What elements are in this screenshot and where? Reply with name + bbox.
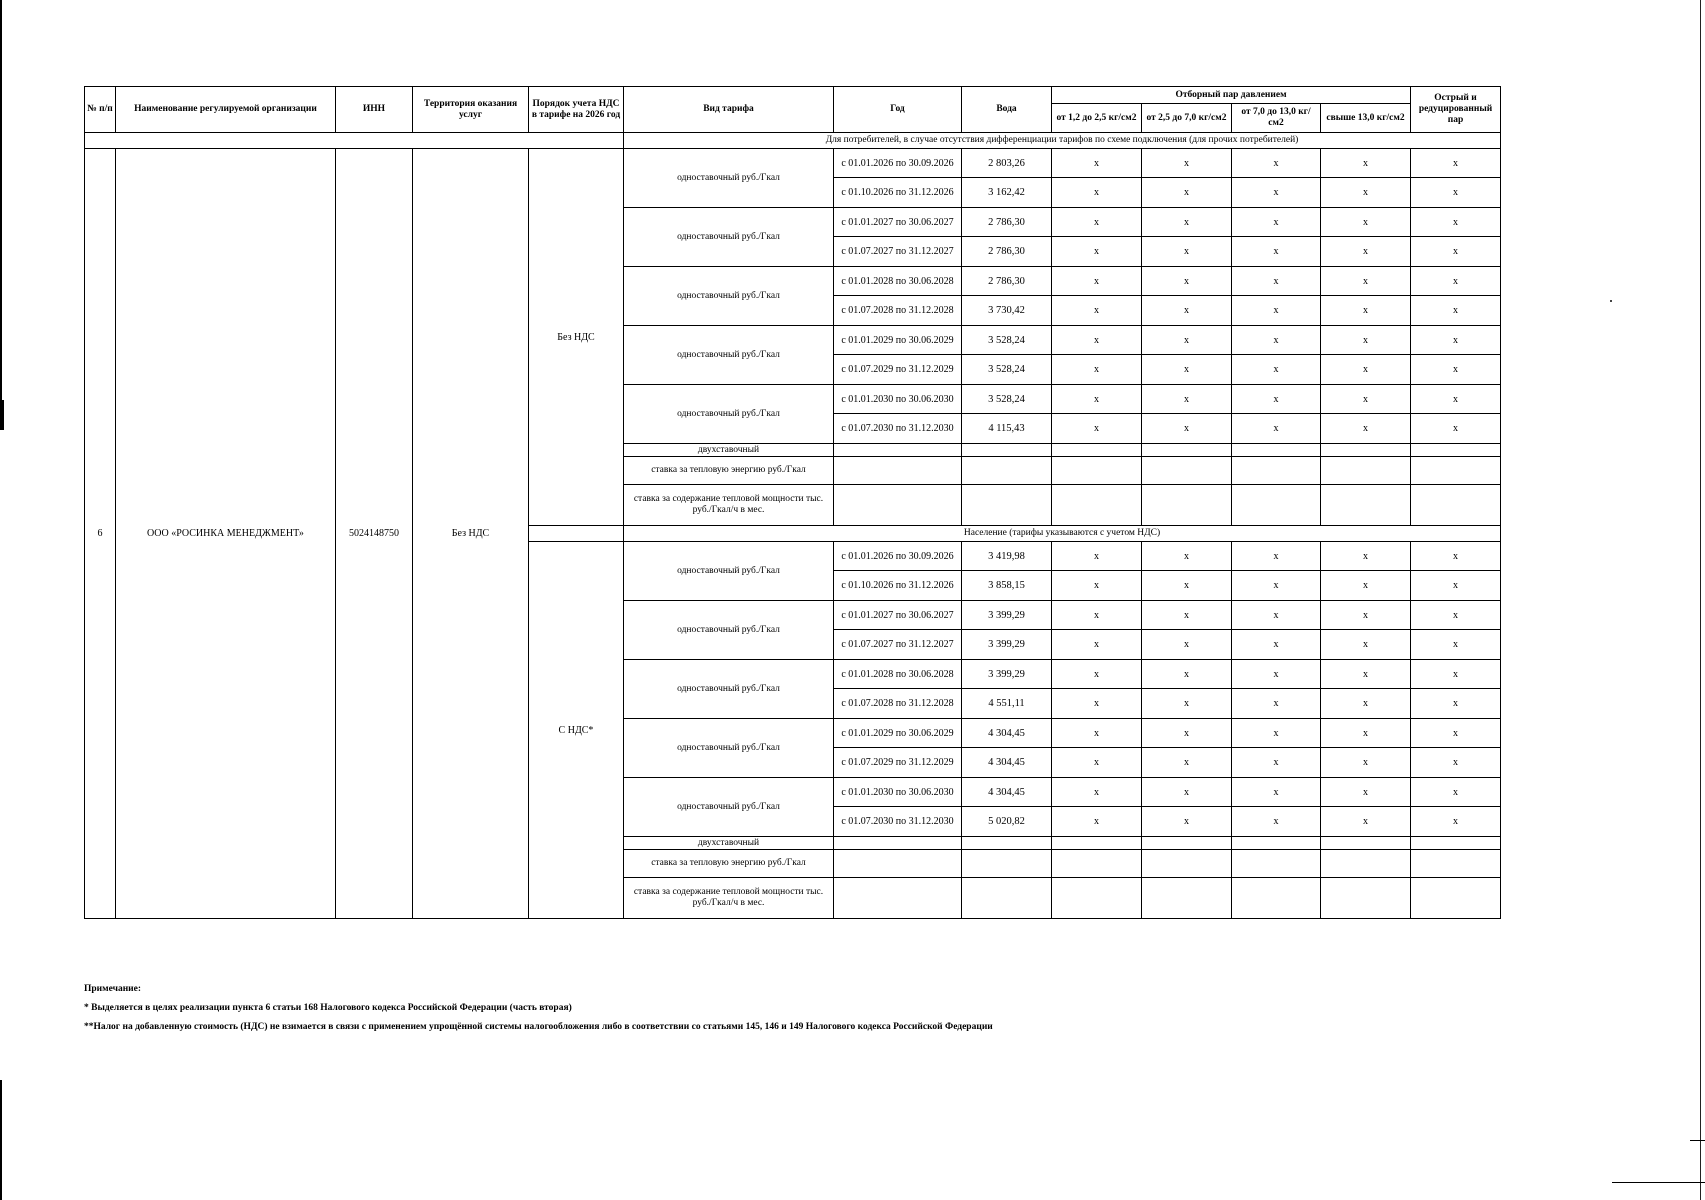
x-mark-cell: x — [1052, 778, 1142, 807]
x-mark-cell: x — [1142, 571, 1232, 601]
x-mark-cell: x — [1411, 296, 1501, 326]
water-value-cell: 2 786,30 — [962, 208, 1052, 237]
empty-cell — [1052, 837, 1142, 850]
x-mark-cell: x — [1411, 689, 1501, 719]
header-steam-2: от 2,5 до 7,0 кг/см2 — [1142, 104, 1232, 133]
x-mark-cell: x — [1142, 149, 1232, 178]
period-cell: с 01.07.2029 по 31.12.2029 — [834, 355, 962, 385]
x-mark-cell: x — [1232, 778, 1321, 807]
period-cell: с 01.07.2029 по 31.12.2029 — [834, 748, 962, 778]
heat-rate-label: ставка за тепловую энергию руб./Гкал — [624, 850, 834, 878]
scan-edge-mark — [0, 400, 4, 430]
x-mark-cell: x — [1232, 748, 1321, 778]
empty-cell — [962, 850, 1052, 878]
x-mark-cell: x — [1411, 237, 1501, 267]
vat-order-cell: С НДС* — [529, 542, 624, 919]
empty-cell — [1321, 837, 1411, 850]
x-mark-cell: x — [1142, 237, 1232, 267]
header-steam-group: Отборный пар давлением — [1052, 87, 1411, 104]
water-value-cell: 5 020,82 — [962, 807, 1052, 837]
period-cell: с 01.01.2030 по 30.06.2030 — [834, 385, 962, 414]
notes — [84, 980, 993, 1037]
tariff-kind-cell: одноставочный руб./Гкал — [624, 267, 834, 326]
x-mark-cell: x — [1052, 296, 1142, 326]
empty-cell — [1321, 457, 1411, 485]
x-mark-cell: x — [1321, 414, 1411, 444]
empty-cell — [1232, 444, 1321, 457]
x-mark-cell: x — [1411, 414, 1501, 444]
empty-cell — [1232, 850, 1321, 878]
x-mark-cell: x — [1052, 807, 1142, 837]
capacity-rate-label: ставка за содержание тепловой мощности тыс. руб./Гкал/ч в мес. — [624, 878, 834, 919]
tariff-kind-cell: одноставочный руб./Гкал — [624, 778, 834, 837]
x-mark-cell: x — [1321, 296, 1411, 326]
period-cell: с 01.01.2026 по 30.09.2026 — [834, 149, 962, 178]
x-mark-cell: x — [1232, 208, 1321, 237]
empty-cell — [1142, 444, 1232, 457]
empty-cell — [1321, 878, 1411, 919]
water-value-cell: 3 730,42 — [962, 296, 1052, 326]
x-mark-cell: x — [1052, 630, 1142, 660]
x-mark-cell: x — [1232, 542, 1321, 571]
x-mark-cell: x — [1142, 748, 1232, 778]
scan-corner-line — [1690, 1140, 1705, 1141]
x-mark-cell: x — [1052, 237, 1142, 267]
water-value-cell: 2 803,26 — [962, 149, 1052, 178]
water-value-cell: 3 399,29 — [962, 630, 1052, 660]
x-mark-cell: x — [1411, 542, 1501, 571]
two-part-label: двухставочный — [624, 444, 834, 457]
x-mark-cell: x — [1142, 385, 1232, 414]
x-mark-cell: x — [1321, 267, 1411, 296]
header-sharp-steam: Острый и редуцированный пар — [1411, 87, 1501, 133]
x-mark-cell: x — [1411, 571, 1501, 601]
x-mark-cell: x — [1321, 542, 1411, 571]
x-mark-cell: x — [1052, 660, 1142, 689]
x-mark-cell: x — [1232, 630, 1321, 660]
x-mark-cell: x — [1142, 178, 1232, 208]
x-mark-cell: x — [1232, 571, 1321, 601]
x-mark-cell: x — [1232, 385, 1321, 414]
note-1: * Выделяется в целях реализации пункта 6 статьи 168 Налогового кодекса Российской Федерации (часть вторая) — [84, 1003, 572, 1013]
x-mark-cell: x — [1052, 385, 1142, 414]
water-value-cell: 3 419,98 — [962, 542, 1052, 571]
x-mark-cell: x — [1142, 208, 1232, 237]
empty-cell — [1052, 850, 1142, 878]
header-steam-3: от 7,0 до 13,0 кг/см2 — [1232, 104, 1321, 133]
x-mark-cell: x — [1232, 719, 1321, 748]
x-mark-cell: x — [1321, 719, 1411, 748]
header-org: Наименование регулируемой организации — [116, 87, 336, 133]
x-mark-cell: x — [1321, 326, 1411, 355]
header-water: Вода — [962, 87, 1052, 133]
empty-cell — [1411, 444, 1501, 457]
empty-cell — [1232, 878, 1321, 919]
scan-edge-mark — [0, 0, 2, 420]
tariff-kind-cell: одноставочный руб./Гкал — [624, 660, 834, 719]
tariff-kind-cell: одноставочный руб./Гкал — [624, 385, 834, 444]
empty-cell — [1411, 485, 1501, 526]
x-mark-cell: x — [1411, 149, 1501, 178]
x-mark-cell: x — [1321, 178, 1411, 208]
x-mark-cell: x — [1142, 630, 1232, 660]
period-cell: с 01.10.2026 по 31.12.2026 — [834, 571, 962, 601]
empty-cell — [1052, 878, 1142, 919]
x-mark-cell: x — [1321, 237, 1411, 267]
x-mark-cell: x — [1142, 660, 1232, 689]
table-row — [85, 149, 1501, 178]
x-mark-cell: x — [1142, 689, 1232, 719]
header-num: № п/п — [85, 87, 116, 133]
x-mark-cell: x — [1052, 149, 1142, 178]
org-num: 6 — [85, 149, 116, 919]
tariff-kind-cell: одноставочный руб./Гкал — [624, 326, 834, 385]
x-mark-cell: x — [1052, 689, 1142, 719]
x-mark-cell: x — [1052, 414, 1142, 444]
period-cell: с 01.07.2027 по 31.12.2027 — [834, 237, 962, 267]
header-territory: Территория оказания услуг — [413, 87, 529, 133]
water-value-cell: 4 304,45 — [962, 748, 1052, 778]
water-value-cell: 3 162,42 — [962, 178, 1052, 208]
capacity-rate-label: ставка за содержание тепловой мощности тыс. руб./Гкал/ч в мес. — [624, 485, 834, 526]
x-mark-cell: x — [1142, 326, 1232, 355]
org-territory: Без НДС — [413, 149, 529, 919]
x-mark-cell: x — [1321, 660, 1411, 689]
water-value-cell: 4 304,45 — [962, 778, 1052, 807]
period-cell: с 01.10.2026 по 31.12.2026 — [834, 178, 962, 208]
period-cell: с 01.01.2026 по 30.09.2026 — [834, 542, 962, 571]
empty-cell — [1142, 457, 1232, 485]
x-mark-cell: x — [1411, 719, 1501, 748]
period-cell: с 01.07.2028 по 31.12.2028 — [834, 296, 962, 326]
section-population-title: Население (тарифы указываются с учетом НДС) — [624, 526, 1501, 542]
tariff-kind-cell: одноставочный руб./Гкал — [624, 208, 834, 267]
tariff-kind-cell: одноставочный руб./Гкал — [624, 719, 834, 778]
x-mark-cell: x — [1411, 208, 1501, 237]
x-mark-cell: x — [1232, 178, 1321, 208]
empty-cell — [1142, 850, 1232, 878]
water-value-cell: 2 786,30 — [962, 267, 1052, 296]
two-part-label: двухставочный — [624, 837, 834, 850]
tariff-kind-cell: одноставочный руб./Гкал — [624, 149, 834, 208]
water-value-cell: 2 786,30 — [962, 237, 1052, 267]
x-mark-cell: x — [1321, 208, 1411, 237]
empty-cell — [1232, 485, 1321, 526]
water-value-cell: 3 399,29 — [962, 601, 1052, 630]
x-mark-cell: x — [1142, 778, 1232, 807]
x-mark-cell: x — [1142, 719, 1232, 748]
water-value-cell: 3 528,24 — [962, 385, 1052, 414]
empty-cell — [962, 485, 1052, 526]
x-mark-cell: x — [1052, 178, 1142, 208]
header-steam-1: от 1,2 до 2,5 кг/см2 — [1052, 104, 1142, 133]
empty-cell — [1052, 457, 1142, 485]
water-value-cell: 4 551,11 — [962, 689, 1052, 719]
empty-cell — [1321, 850, 1411, 878]
section-other-title: Для потребителей, в случае отсутствия дифференциации тарифов по схеме подключения (для прочих потребителей) — [624, 133, 1501, 149]
empty-cell — [1411, 878, 1501, 919]
empty-cell — [1321, 485, 1411, 526]
note-2: **Налог на добавленную стоимость (НДС) не взимается в связи с применением упрощённой системы налогообложения либо в соответствии со статьями 145, 146 и 149 Налогового кодекса Российской Федерации — [84, 1022, 993, 1032]
empty-cell — [1321, 444, 1411, 457]
empty-cell — [834, 457, 962, 485]
empty-cell — [1411, 457, 1501, 485]
x-mark-cell: x — [1321, 571, 1411, 601]
empty-cell — [1411, 850, 1501, 878]
period-cell: с 01.01.2028 по 30.06.2028 — [834, 267, 962, 296]
x-mark-cell: x — [1321, 689, 1411, 719]
x-mark-cell: x — [1232, 414, 1321, 444]
header-steam-4: свыше 13,0 кг/см2 — [1321, 104, 1411, 133]
x-mark-cell: x — [1232, 601, 1321, 630]
period-cell: с 01.07.2030 по 31.12.2030 — [834, 807, 962, 837]
scan-edge-line — [1700, 0, 1701, 1200]
period-cell: с 01.01.2029 по 30.06.2029 — [834, 719, 962, 748]
period-cell: с 01.01.2028 по 30.06.2028 — [834, 660, 962, 689]
period-cell: с 01.07.2028 по 31.12.2028 — [834, 689, 962, 719]
x-mark-cell: x — [1321, 807, 1411, 837]
x-mark-cell: x — [1142, 355, 1232, 385]
x-mark-cell: x — [1052, 208, 1142, 237]
x-mark-cell: x — [1052, 267, 1142, 296]
header-tariff-kind: Вид тарифа — [624, 87, 834, 133]
x-mark-cell: x — [1052, 601, 1142, 630]
notes-title: Примечание: — [84, 984, 142, 994]
water-value-cell: 3 528,24 — [962, 355, 1052, 385]
empty-cell — [1411, 837, 1501, 850]
empty-cell — [962, 444, 1052, 457]
x-mark-cell: x — [1321, 778, 1411, 807]
empty-cell — [1142, 878, 1232, 919]
empty-cell — [834, 444, 962, 457]
x-mark-cell: x — [1142, 414, 1232, 444]
x-mark-cell: x — [1321, 385, 1411, 414]
empty-cell — [834, 878, 962, 919]
scan-edge-mark — [0, 1080, 2, 1200]
water-value-cell: 3 858,15 — [962, 571, 1052, 601]
x-mark-cell: x — [1411, 807, 1501, 837]
x-mark-cell: x — [1052, 719, 1142, 748]
x-mark-cell: x — [1052, 571, 1142, 601]
x-mark-cell: x — [1142, 807, 1232, 837]
x-mark-cell: x — [1052, 748, 1142, 778]
x-mark-cell: x — [1052, 326, 1142, 355]
x-mark-cell: x — [1142, 542, 1232, 571]
period-cell: с 01.07.2030 по 31.12.2030 — [834, 414, 962, 444]
water-value-cell: 4 115,43 — [962, 414, 1052, 444]
x-mark-cell: x — [1321, 601, 1411, 630]
water-value-cell: 3 399,29 — [962, 660, 1052, 689]
water-value-cell: 3 528,24 — [962, 326, 1052, 355]
x-mark-cell: x — [1411, 326, 1501, 355]
heat-rate-label: ставка за тепловую энергию руб./Гкал — [624, 457, 834, 485]
x-mark-cell: x — [1321, 630, 1411, 660]
x-mark-cell: x — [1411, 630, 1501, 660]
x-mark-cell: x — [1411, 778, 1501, 807]
x-mark-cell: x — [1232, 355, 1321, 385]
period-cell: с 01.01.2030 по 30.06.2030 — [834, 778, 962, 807]
period-cell: с 01.01.2027 по 30.06.2027 — [834, 601, 962, 630]
empty-cell — [1232, 457, 1321, 485]
x-mark-cell: x — [1052, 542, 1142, 571]
x-mark-cell: x — [1411, 385, 1501, 414]
x-mark-cell: x — [1232, 689, 1321, 719]
header-inn: ИНН — [336, 87, 413, 133]
x-mark-cell: x — [1411, 660, 1501, 689]
header-vat-order: Порядок учета НДС в тарифе на 2026 год — [529, 87, 624, 133]
empty-cell — [1232, 837, 1321, 850]
empty-cell — [962, 837, 1052, 850]
period-cell: с 01.01.2029 по 30.06.2029 — [834, 326, 962, 355]
x-mark-cell: x — [1411, 355, 1501, 385]
x-mark-cell: x — [1321, 149, 1411, 178]
period-cell: с 01.07.2027 по 31.12.2027 — [834, 630, 962, 660]
empty-cell — [1052, 444, 1142, 457]
scan-corner-line — [1612, 1182, 1705, 1183]
x-mark-cell: x — [1142, 601, 1232, 630]
tariff-kind-cell: одноставочный руб./Гкал — [624, 542, 834, 601]
header-year: Год — [834, 87, 962, 133]
x-mark-cell: x — [1321, 748, 1411, 778]
x-mark-cell: x — [1232, 326, 1321, 355]
section-spacer — [529, 526, 624, 542]
x-mark-cell: x — [1232, 660, 1321, 689]
vat-order-cell: Без НДС — [529, 149, 624, 526]
tariff-table — [84, 86, 1501, 919]
x-mark-cell: x — [1411, 601, 1501, 630]
water-value-cell: 4 304,45 — [962, 719, 1052, 748]
x-mark-cell: x — [1411, 178, 1501, 208]
empty-cell — [834, 485, 962, 526]
empty-cell — [1052, 485, 1142, 526]
scan-speck — [1610, 300, 1612, 302]
x-mark-cell: x — [1232, 807, 1321, 837]
tariff-kind-cell: одноставочный руб./Гкал — [624, 601, 834, 660]
x-mark-cell: x — [1052, 355, 1142, 385]
period-cell: с 01.01.2027 по 30.06.2027 — [834, 208, 962, 237]
x-mark-cell: x — [1411, 748, 1501, 778]
empty-cell — [1142, 485, 1232, 526]
x-mark-cell: x — [1321, 355, 1411, 385]
x-mark-cell: x — [1232, 237, 1321, 267]
x-mark-cell: x — [1142, 296, 1232, 326]
x-mark-cell: x — [1142, 267, 1232, 296]
empty-cell — [834, 837, 962, 850]
empty-cell — [962, 457, 1052, 485]
empty-cell — [1142, 837, 1232, 850]
section-spacer — [85, 133, 624, 149]
x-mark-cell: x — [1411, 267, 1501, 296]
org-inn: 5024148750 — [336, 149, 413, 919]
x-mark-cell: x — [1232, 296, 1321, 326]
org-name: ООО «РОСИНКА МЕНЕДЖМЕНТ» — [116, 149, 336, 919]
x-mark-cell: x — [1232, 149, 1321, 178]
empty-cell — [834, 850, 962, 878]
x-mark-cell: x — [1232, 267, 1321, 296]
empty-cell — [962, 878, 1052, 919]
